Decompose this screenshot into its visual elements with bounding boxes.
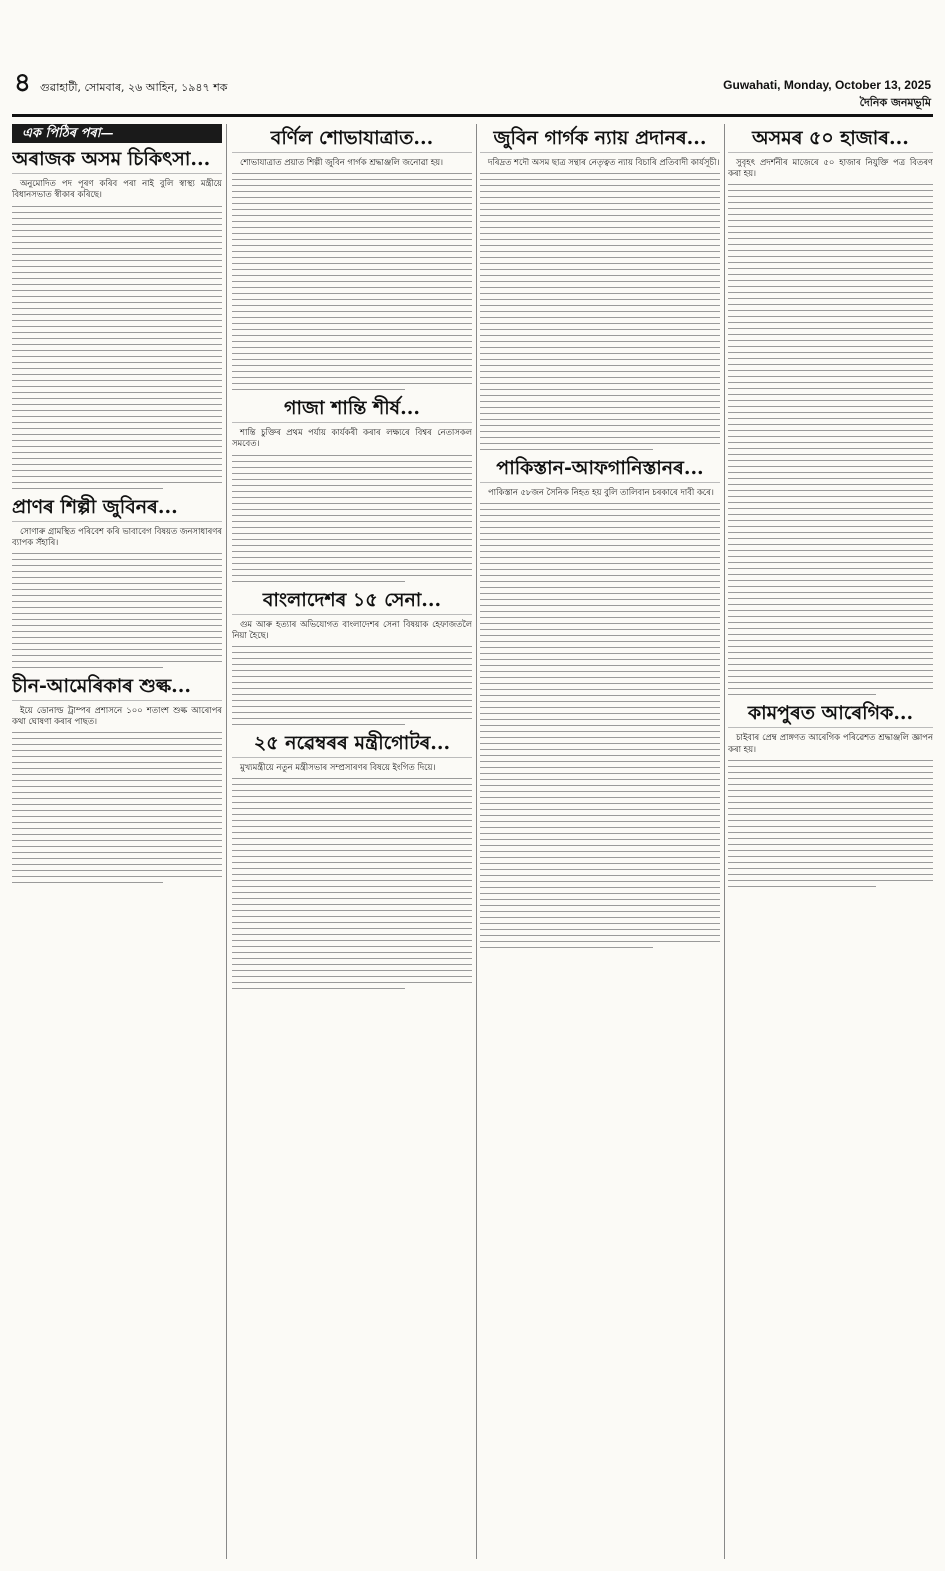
story-headline[interactable]: বাংলাদেশৰ ১৫ সেনা... <box>232 588 472 615</box>
story <box>12 674 222 883</box>
text-lines <box>480 173 720 450</box>
story-lead: ইয়ে ডোনাল্ড ট্ৰাম্পৰ প্ৰশাসনে ১০০ শতাংশ শুল্ক আৰোপৰ কথা ঘোষণা কৰাৰ পাছত। <box>12 705 222 727</box>
story <box>12 495 222 668</box>
story-body <box>12 705 222 883</box>
story-headline[interactable]: অৰাজক অসম চিকিৎসা... <box>12 147 222 174</box>
story-headline[interactable]: প্ৰাণৰ শিল্পী জুবিনৰ... <box>12 495 222 522</box>
story-lead: সুবৃহৎ প্ৰদৰ্শনীৰ মাজেৰে ৫০ হাজাৰ নিযুক্তি পত্ৰ বিতৰণ কৰা হয়। <box>728 157 933 179</box>
page-number: ৪ <box>14 68 31 98</box>
story <box>232 126 472 390</box>
text-lines <box>232 173 472 390</box>
story-lead: শান্তি চুক্তিৰ প্ৰথম পৰ্যায় কাৰ্যকৰী কৰাৰ লক্ষ্যৰে বিশ্বৰ নেতাসকল সমবেত। <box>232 427 472 449</box>
story-lead: গুম আৰু হত্যাৰ অভিযোগত বাংলাদেশৰ সেনা বিষয়াক হেফাজতলৈ নিয়া হৈছে। <box>232 618 472 640</box>
column-divider <box>476 124 477 1559</box>
section-label: এক পিঠিৰ পৰা— <box>12 124 222 143</box>
story <box>232 588 472 725</box>
story-lead: পাকিস্তান ৫৮জন সৈনিক নিহত হয় বুলি তালিবান চৰকাৰে দাবী কৰে। <box>488 487 714 498</box>
story <box>12 147 222 488</box>
story-headline[interactable]: ২৫ নৱেম্বৰৰ মন্ত্ৰীগোটৰ... <box>232 731 472 758</box>
dateline-english: Guwahati, Monday, October 13, 2025 <box>723 78 931 92</box>
story-body <box>232 762 472 989</box>
story <box>232 731 472 989</box>
newspaper-name: দৈনিক জনমভূমি <box>859 96 931 109</box>
story-lead: দৰিদ্ৰত শদৌ অসম ছাত্ৰ সন্থাৰ নেতৃত্বত ন্যায় বিচাৰি প্ৰতিবাদী কাৰ্যসূচী। <box>488 157 720 167</box>
text-lines <box>728 760 933 887</box>
story-body <box>728 732 933 886</box>
story-body <box>728 157 933 695</box>
story <box>728 701 933 886</box>
story-lead: মুখ্যমন্ত্ৰীয়ে নতুন মন্ত্ৰীসভাৰ সম্প্ৰসাৰণৰ বিষয়ে ইংগিত দিয়ে। <box>240 762 436 773</box>
story-headline[interactable]: জুবিন গাৰ্গক ন্যায় প্ৰদানৰ... <box>480 126 720 153</box>
story-body <box>480 157 720 450</box>
column-4 <box>728 124 933 1559</box>
story-headline[interactable]: গাজা শান্তি শীৰ্ষ... <box>232 396 472 423</box>
story <box>480 126 720 450</box>
story <box>232 396 472 581</box>
column-3 <box>480 124 720 1559</box>
story-headline[interactable]: চীন-আমেৰিকাৰ শুল্ক... <box>12 674 222 701</box>
column-1 <box>12 124 222 1559</box>
story-lead: সোণাৰু গ্ৰামস্থিত পৰিবেশ কৰি ভাবাবেগ বিষয়ত জনসাধাৰণৰ ব্যাপক সঁহাৰি। <box>12 525 222 547</box>
story-headline[interactable]: কামপুৰত আৰেগিক... <box>728 701 933 728</box>
story-headline[interactable]: পাকিস্তান-আফগানিস্তানৰ... <box>480 456 720 483</box>
text-lines <box>232 455 472 582</box>
text-lines <box>480 503 720 948</box>
column-2 <box>232 124 472 1559</box>
story-lead: অনুমোদিত পদ পূৰণ কৰিব পৰা নাই বুলি স্বাস্থ্য মন্ত্ৰীয়ে বিধানসভাত স্বীকাৰ কৰিছে। <box>12 178 222 200</box>
column-divider <box>724 124 725 1559</box>
story-lead: চাইবাৰ প্ৰেম্ব প্ৰাঙ্গণত আৰেগিক পৰিৱেশত শ্ৰদ্ধাঞ্জলি জ্ঞাপন কৰা হয়। <box>728 732 933 754</box>
text-lines <box>12 206 222 489</box>
story-body <box>12 178 222 488</box>
text-lines <box>12 732 222 883</box>
column-divider <box>226 124 227 1559</box>
story-body <box>232 157 472 390</box>
story-headline[interactable]: বৰ্ণিল শোভাযাত্ৰাত... <box>232 126 472 153</box>
text-lines <box>728 184 933 695</box>
story-body <box>232 427 472 581</box>
story-headline[interactable]: অসমৰ ৫০ হাজাৰ... <box>728 126 933 153</box>
story-body <box>12 526 222 668</box>
header-rule <box>12 114 933 117</box>
story-body <box>480 487 720 948</box>
page-header <box>0 0 945 112</box>
text-lines <box>232 778 472 989</box>
story <box>728 126 933 695</box>
story-body <box>232 619 472 725</box>
text-lines <box>232 646 472 725</box>
dateline-assamese: গুৱাহাটী, সোমবাৰ, ২৬ আহিন, ১৯৪৭ শক <box>40 81 228 94</box>
story-lead: শোভাযাত্ৰাত প্ৰয়াত শিল্পী জুবিন গাৰ্গক শ্ৰদ্ধাঞ্জলি জনোৱা হয়। <box>240 157 444 167</box>
text-lines <box>12 553 222 668</box>
story <box>480 456 720 948</box>
